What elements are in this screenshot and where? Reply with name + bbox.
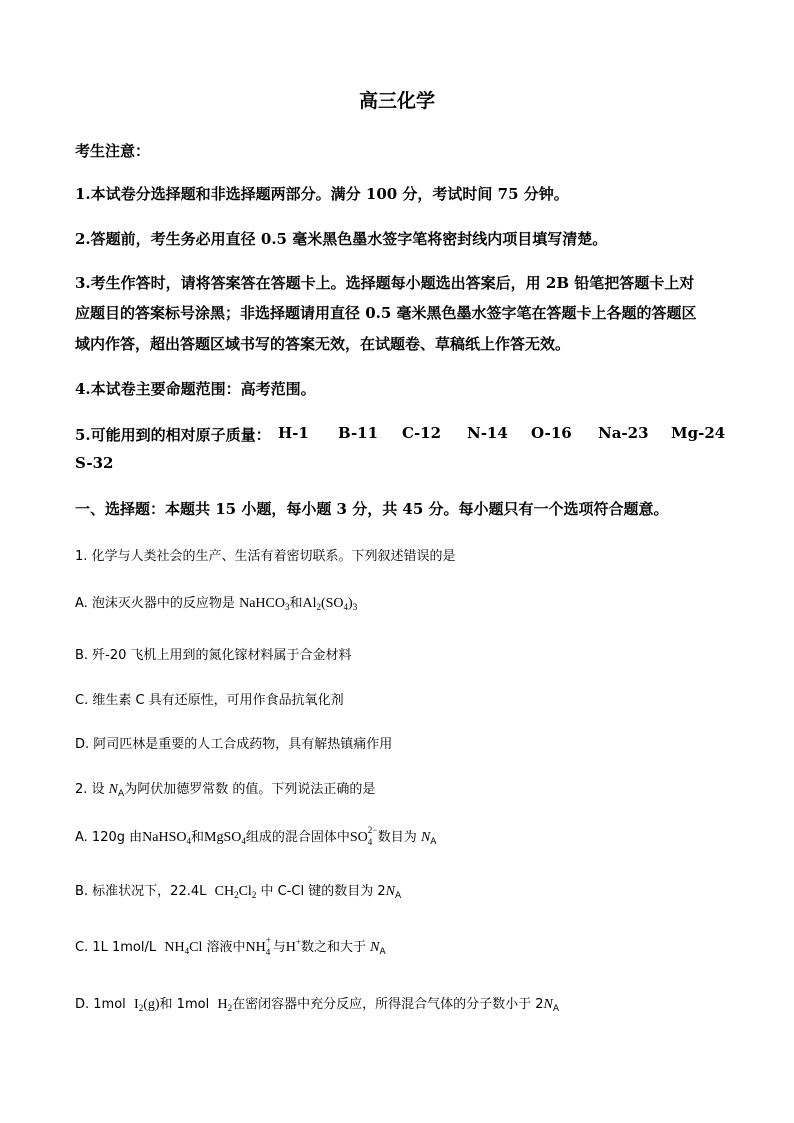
q2-a-post: 数目为 xyxy=(377,830,417,845)
q1-option-b: B. 歼-20 飞机上用到的氮化镓材料属于合金材料 xyxy=(75,648,352,663)
formula-h-plus: H+ xyxy=(285,937,301,955)
notice-heading: 考生注意： xyxy=(75,142,151,160)
symbol-na: N xyxy=(543,997,553,1012)
atomic-mass-b: B-11 xyxy=(338,424,379,442)
q2-option-b: B. 标准状况下，22.4L $CH_2Cl_2$ 中 C-Cl 键的数目为 $2N_A$ xyxy=(75,884,402,901)
q2-b-pre: B. 标准状况下，22.4L xyxy=(75,884,207,899)
q1-option-c: C. 维生素 C 具有还原性，可用作食品抗氧化剂 xyxy=(75,693,344,708)
atomic-mass-s: S-32 xyxy=(75,454,114,472)
symbol-na: N xyxy=(108,782,119,797)
formula-h2: $H_2$ xyxy=(217,997,233,1013)
notice-item-2: 2.答题前，考生务必用直径 0.5 毫米黑色墨水签字笔将密封线内项目填写清楚。 xyxy=(75,230,608,248)
q1-option-d: D. 阿司匹林是重要的人工合成药物，具有解热镇痛作用 xyxy=(75,737,393,752)
notice-item-3-line-2: 应题目的答案标号涂黑；非选择题请用直径 0.5 毫米黑色墨水签字笔在答题卡上各题的答题区 xyxy=(75,304,697,322)
q2-option-c: C. 1L 1mol/L $NH_4Cl$ 溶液中NH + 4 与H+数之和大于 $N_A$ xyxy=(75,935,386,957)
formula-al2so43: $Al_2(SO_4)_3$ xyxy=(302,596,358,612)
q2-option-d: D. 1mol $I_2(g)$和 1mol $H_2$在密闭容器中充分反应，所得混合气体的分子数小于 $2N_A$ xyxy=(75,997,559,1014)
q1-a-text: A. 泡沫灭火器中的反应物是 xyxy=(75,596,235,611)
formula-nahco3: NaHCO$_3$ xyxy=(239,596,290,612)
q2-option-a: A. 120g 由NaHSO$_4$和MgSO$_4$组成的混合固体中SO 2− 4 数目为 $N_A$ xyxy=(75,825,437,847)
q2-a-mid2: 组成的混合固体中 xyxy=(245,830,350,845)
notice-item-5-label: 5.可能用到的相对原子质量： xyxy=(75,426,271,444)
formula-nh4cl: $NH_4Cl$ xyxy=(164,940,203,956)
formula-ammonium-ion: NH + 4 xyxy=(245,935,271,957)
notice-item-3-line-1: 3.考生作答时，请将答案答在答题卡上。选择题每小题选出答案后，用 2B 铅笔把答题卡上对 xyxy=(75,274,695,292)
notice-item-1: 1.本试卷分选择题和非选择题两部分。满分 100 分，考试时间 75 分钟。 xyxy=(75,185,569,203)
formula-mgso4: MgSO$_4$ xyxy=(204,830,246,846)
q1-a-and: 和 xyxy=(289,596,303,611)
formula-nahso4: NaHSO$_4$ xyxy=(142,830,191,846)
notice-item-3-line-3: 域内作答，超出答题区域书写的答案无效，在试题卷、草稿纸上作答无效。 xyxy=(75,335,571,353)
atomic-mass-mg: Mg-24 xyxy=(671,424,726,442)
notice-item-4: 4.本试卷主要命题范围：高考范围。 xyxy=(75,380,316,398)
q2-c-pre: C. 1L 1mol/L xyxy=(75,940,157,955)
q2-d-pre: D. 1mol xyxy=(75,997,126,1012)
atomic-mass-h: H-1 xyxy=(278,424,309,442)
atomic-mass-n: N-14 xyxy=(467,424,508,442)
q2-stem-post: 为阿伏加德罗常数 的值。下列说法正确的是 xyxy=(124,782,376,797)
q1-option-a xyxy=(75,592,357,612)
formula-i2g: $I_2(g)$ xyxy=(134,997,160,1013)
q2-b-mid: 中 C-Cl 键的数目为 2 xyxy=(260,884,386,899)
symbol-na: N xyxy=(385,884,395,899)
q2-a-pre: A. 120g 由 xyxy=(75,830,143,845)
q2-d-mid: 和 1mol xyxy=(159,997,210,1012)
q2-c-mid: 溶液中 xyxy=(206,940,246,955)
q2-c-mid2: 与 xyxy=(272,940,286,955)
symbol-na: N xyxy=(420,830,431,845)
atomic-mass-o: O-16 xyxy=(531,424,572,442)
q2-stem-pre: 2. 设 xyxy=(75,782,109,797)
q2-stem: 2. 设 $N_A$为阿伏加德罗常数 的值。下列说法正确的是 xyxy=(75,782,376,799)
q1-stem: 1. 化学与人类社会的生产、生活有着密切联系。下列叙述错误的是 xyxy=(75,549,456,564)
symbol-na: N xyxy=(370,940,380,955)
q2-d-post: 在密闭容器中充分反应，所得混合气体的分子数小于 2 xyxy=(232,997,544,1012)
atomic-mass-c: C-12 xyxy=(402,424,442,442)
formula-ch2cl2: $CH_2Cl_2$ xyxy=(214,884,257,900)
page-title: 高三化学 xyxy=(358,90,435,112)
q2-a-mid: 和 xyxy=(190,830,204,845)
formula-sulfate-ion: SO 2− 4 xyxy=(349,825,378,847)
atomic-mass-na: Na-23 xyxy=(598,424,649,442)
q2-c-post: 数之和大于 xyxy=(300,940,366,955)
section-heading: 一、选择题：本题共 15 小题，每小题 3 分，共 45 分。每小题只有一个选项符合题意。 xyxy=(75,500,669,518)
